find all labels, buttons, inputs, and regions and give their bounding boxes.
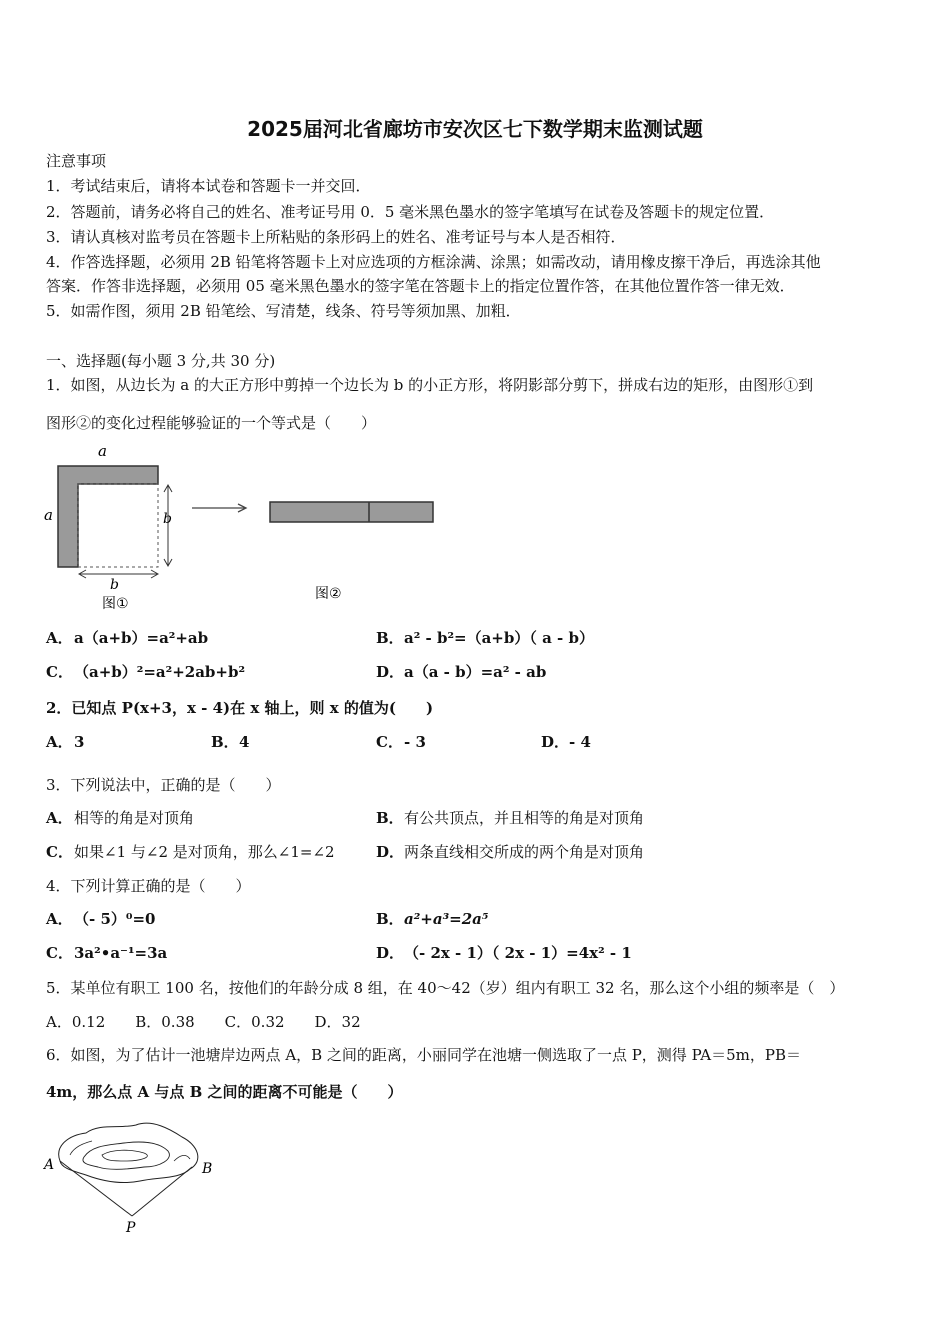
page-title: 2025届河北省廊坊市安次区七下数学期末监测试题 <box>247 117 703 141</box>
q1-small-square <box>78 484 158 567</box>
q1-figure <box>40 442 460 617</box>
q3-option-B: 有公共顶点，并且相等的角是对顶角 <box>404 809 645 827</box>
q5-options: A．0.12 B．0.38 C．0.32 D．32 <box>46 1013 361 1031</box>
q1-shaded-region <box>58 466 158 567</box>
notice-item: 答案．作答非选择题，必须用 05 毫米黑色墨水的签字笔在答题卡上的指定位置作答，在其他位置作答一律无效． <box>46 277 795 295</box>
q2-option-D-label: D． <box>541 733 570 751</box>
notice-item: 5．如需作图，须用 2B 铅笔绘、写清楚，线条、符号等须加黑、加粗． <box>46 302 521 320</box>
q1-option-B: a² - b²=（a+b）（ a - b） <box>404 629 594 647</box>
q2-option-C: - 3 <box>404 733 426 751</box>
notice-item: 1．考试结束后，请将本试卷和答题卡一并交回． <box>46 177 371 195</box>
section-heading: 一、选择题(每小题 3 分,共 30 分) <box>46 352 276 370</box>
q4-option-D-label: D． <box>376 944 405 962</box>
q1-label-fig2: 图② <box>315 586 342 602</box>
notice-item: 2．答题前，请务必将自己的姓名、准考证号用 0．5 毫米黑色墨水的签字笔填写在试卷及答题卡的规定位置． <box>46 203 775 221</box>
q4-option-B: a²+a³=2a⁵ <box>404 910 489 928</box>
q3-option-C-label: C． <box>46 843 73 861</box>
q3-option-C: 如果∠1 与∠2 是对顶角，那么∠1=∠2 <box>74 843 335 861</box>
q5-stem: 5．某单位有职工 100 名，按他们的年龄分成 8 组，在 40～42（岁）组内有职工 32 名，那么这个小组的频率是（ ） <box>46 979 845 997</box>
q6-label-A: A <box>44 1157 55 1173</box>
q1-label-a-left: a <box>44 506 53 524</box>
q3-stem: 3．下列说法中，正确的是（ ） <box>46 776 281 794</box>
q3-option-A-label: A． <box>46 809 73 827</box>
q2-option-C-label: C． <box>376 733 403 751</box>
q1-rectangle <box>270 502 433 522</box>
q1-label-a-top: a <box>98 442 107 460</box>
q1-option-B-label: B． <box>376 629 404 647</box>
q3-option-D-label: D． <box>376 843 405 861</box>
q4-option-A-label: A． <box>46 910 73 928</box>
q4-option-B-label: B． <box>376 910 404 928</box>
q3-option-B-label: B． <box>376 809 404 827</box>
q3-option-A: 相等的角是对顶角 <box>74 809 195 827</box>
q1-option-D: a（a - b）=a² - ab <box>404 663 547 681</box>
notice-heading: 注意事项 <box>46 152 107 170</box>
q2-option-A: 3 <box>74 733 85 751</box>
q1-label-b-right: b <box>163 511 172 527</box>
q1-option-A: a（a+b）=a²+ab <box>74 629 209 647</box>
q1-option-D-label: D． <box>376 663 405 681</box>
q1-option-C: （a+b）²=a²+2ab+b² <box>74 663 246 681</box>
q1-label-b-bottom: b <box>110 577 119 593</box>
q4-stem: 4．下列计算正确的是（ ） <box>46 877 251 895</box>
q6-label-B: B <box>202 1161 213 1177</box>
q3-option-D: 两条直线相交所成的两个角是对顶角 <box>404 843 645 861</box>
q2-option-D: - 4 <box>569 733 591 751</box>
q4-option-A: （- 5）⁰=0 <box>74 910 156 928</box>
q6-stem-line1: 6．如图，为了估计一池塘岸边两点 A，B 之间的距离，小丽同学在池塘一侧选取了一点 P，测得 PA＝5m，PB＝ <box>46 1046 801 1064</box>
q1-stem-line1: 1．如图，从边长为 a 的大正方形中剪掉一个边长为 b 的小正方形，将阴影部分剪下，拼成右边的矩形，由图形①到 <box>46 376 814 394</box>
q1-label-fig1: 图① <box>102 596 129 612</box>
q6-label-P: P <box>126 1220 136 1236</box>
q4-option-D: （- 2x - 1）（ 2x - 1）=4x² - 1 <box>404 944 632 962</box>
q2-option-B: 4 <box>239 733 250 751</box>
notice-item: 3．请认真核对监考员在答题卡上所粘贴的条形码上的姓名、准考证号与本人是否相符． <box>46 228 626 246</box>
q6-pond <box>59 1123 198 1182</box>
q6-stem-line2: 4m，那么点 A 与点 B 之间的距离不可能是（ ） <box>46 1083 403 1101</box>
q4-option-C-label: C． <box>46 944 73 962</box>
notice-item: 4．作答选择题，必须用 2B 铅笔将答题卡上对应选项的方框涂满、涂黑；如需改动，请用橡皮擦干净后，再选涂其他 <box>46 253 821 271</box>
q1-option-C-label: C． <box>46 663 73 681</box>
q2-option-B-label: B． <box>211 733 239 751</box>
q2-option-A-label: A． <box>46 733 73 751</box>
q4-option-C: 3a²•a⁻¹=3a <box>74 944 168 962</box>
q1-stem-line2: 图形②的变化过程能够验证的一个等式是（ ） <box>46 414 377 432</box>
q6-figure <box>40 1115 230 1240</box>
q6-segment-PB <box>132 1167 192 1216</box>
q2-stem: 2．已知点 P(x+3，x - 4)在 x 轴上，则 x 的值为( ) <box>46 699 434 717</box>
q1-option-A-label: A． <box>46 629 73 647</box>
